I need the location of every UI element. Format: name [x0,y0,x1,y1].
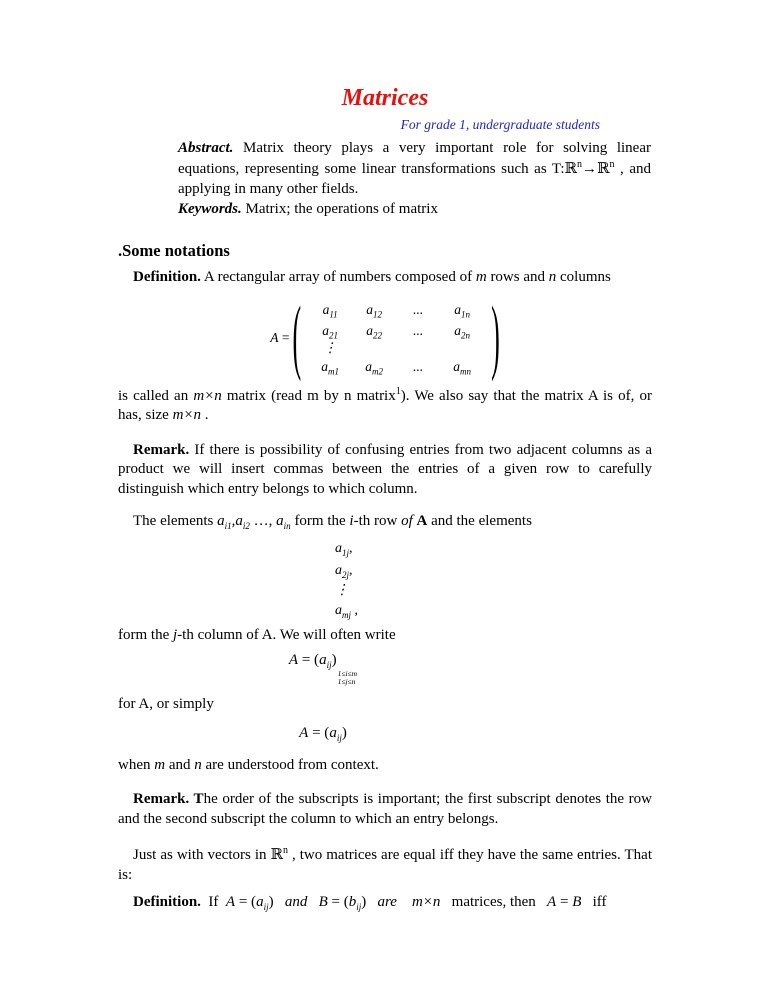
equals-open: = ( [298,652,320,668]
definition-label: Definition. [133,894,201,910]
entry-base: a [329,724,337,741]
superscript-n: n [577,159,582,170]
section-heading: .Some notations [118,241,230,260]
text-run: iff [581,894,607,910]
var-j: j [172,626,178,643]
entry-sub: 12 [373,309,382,320]
entry-sub: ij [326,660,332,670]
keywords-line [178,199,651,219]
for-a-paragraph [118,695,652,715]
simple-notation-equation [118,722,652,744]
text-run: , [351,602,358,618]
text-run: A rectangular array of numbers composed of [200,269,476,285]
close-paren: ) [361,894,367,910]
matrix-lhs [270,330,289,346]
context-paragraph [118,756,652,776]
text-run: rows and [486,269,549,285]
var-A: A [547,894,557,910]
equals-sign: = [556,894,573,910]
remark-2-paragraph [118,790,652,829]
remark-label: Remark. T [133,791,204,807]
entry-base: a [256,894,264,910]
matrix-row-vdots [308,341,484,356]
text-run: The elements [133,513,218,529]
entry-base: a [322,322,329,338]
word-are: are [377,894,397,910]
close-paren: ) [341,724,347,741]
document-subtitle: For grade 1, undergraduate students [400,117,600,132]
matrix-entry [440,341,484,356]
ellipsis: …, [249,513,277,529]
entry-sub: 11 [329,309,338,320]
vdots-symbol [335,582,652,600]
text-run [366,894,377,910]
entry-base: a [319,652,327,668]
text-run: Matrix theory plays a very important role for solving linear equations, representing some linear transformations such as T: [178,140,651,177]
matrix-entry [352,341,396,356]
entry-base: a [322,301,330,317]
text-run: , [349,562,353,578]
entry-sub: m1 [328,366,339,377]
column-paragraph [118,626,652,646]
text-run: , [231,513,236,529]
text-run: Just as with vectors in [133,847,271,863]
matrix-entry [440,320,484,341]
column-element [335,600,652,622]
matrix-row-2 [308,320,484,341]
entry-base: a [335,602,342,618]
m-by-n: m×n [411,894,441,910]
blackboard-r-symbol: ℝ [597,159,610,177]
abstract-label: Abstract. [178,140,234,156]
var-A: A [416,513,428,529]
entry-sub: 2n [461,330,470,341]
text-run: matrix (read m by n matrix [221,387,396,404]
footnote-marker: 1 [395,385,401,397]
remark-label: Remark. [133,441,190,458]
entry-sub: i2 [242,521,250,531]
var-i: i [349,513,354,529]
matrix-row-1 [308,299,484,320]
document-title: Matrices [341,85,429,111]
var-n: n [548,269,557,285]
text-run: form the [118,626,173,643]
abstract-paragraph [178,138,651,199]
entry-base: ... [413,301,424,317]
entry-base: ... [413,322,424,338]
column-element [335,538,652,560]
size-paragraph [118,387,652,426]
text-run: Matrix; the operations of matrix [241,201,438,217]
word-and: and [284,894,308,910]
text-run: is called an [118,387,194,404]
text-run: -th row [353,513,402,529]
column-elements-display [335,538,652,622]
text-run: matrices, then [440,894,548,910]
var-A: A [225,894,236,910]
entry-sub: ij [336,732,342,743]
equals-open: = ( [235,894,257,910]
left-paren: ( [292,289,302,383]
entry-base: a [365,358,372,374]
superscript-n: n [609,159,615,170]
entry-sub: ij [263,902,269,912]
entry-base: a [454,301,461,317]
text-run: -th column of A. We will often write [177,626,396,643]
text-run: and [165,756,195,773]
matrix-entry [308,299,352,320]
entry-base: a [335,562,342,578]
entry-sub: 1n [461,309,470,320]
matrix-entry [352,320,396,341]
entry-sub: mn [460,366,471,377]
matrix-row-m [308,356,484,377]
text-run: for A, or simply [118,696,214,712]
text-run: he order of the subscripts is important; the first subscript denotes the row and the second subscript the column to which an entry belongs. [118,791,652,827]
var-B: B [572,894,582,910]
matrix-entry [440,299,484,320]
matrix-entry [440,356,484,377]
matrix-entry [396,320,440,341]
matrix-entry [396,299,440,320]
entry-sub: 22 [373,330,382,341]
entry-base: ... [413,358,424,374]
entry-base: a [453,358,460,374]
matrix-definition-equation [118,289,652,383]
definition-1-paragraph [118,268,652,288]
definition-2-paragraph [118,893,652,913]
matrix-entry [352,299,396,320]
text-run [397,894,412,910]
vdots-symbol [308,341,352,356]
remark-1-paragraph [118,441,652,500]
var-B: B [318,894,328,910]
close-paren: ) [331,652,337,668]
blackboard-r-symbol: ℝ [564,159,577,177]
text-run: , [349,540,353,556]
var-A: A [270,329,279,345]
equals-open: = ( [327,894,349,910]
row-elements-paragraph [118,512,652,532]
m-by-n: m×n [193,387,222,404]
arrow-symbol: → [582,161,597,177]
text-run: when [118,756,155,773]
equals-open: = ( [308,724,330,741]
var-m: m [154,756,166,773]
text-run: form the [290,513,350,529]
vectors-paragraph [118,845,652,885]
matrix-entry [352,356,396,377]
matrix-entry [308,356,352,377]
blackboard-r-symbol: ℝ [270,845,283,863]
entry-sub: 1j [342,547,350,558]
condition-i: 1≤i≤m [337,669,358,678]
entry-sub: mj [342,609,351,620]
m-by-n: m×n [172,407,202,423]
text-run [307,894,318,910]
entry-base: b [348,894,357,910]
text-run: If [200,894,226,910]
entry-sub: i1 [224,521,232,531]
entry-base: a [335,540,342,556]
var-m: m [475,269,487,285]
matrix-entries [304,299,488,377]
equation [299,722,347,744]
entry-base: ⋮ [335,582,349,598]
entry-sub: 21 [329,330,338,341]
text-run: columns [556,269,611,285]
text-run: and the elements [427,513,532,529]
word-of: of [401,513,413,529]
entry-base: a [454,322,461,338]
entry-sub: 2j [342,569,350,580]
entry-base: a [235,513,243,529]
entry-sub: m2 [372,366,383,377]
matrix-entry [396,356,440,377]
entry-sub: ij [356,902,362,912]
document-content [118,84,652,913]
text-run: , two matrices are equal iff they have the same entries. That is: [118,847,652,883]
matrix-entry [308,320,352,341]
right-paren: ) [491,289,500,383]
entry-base: a [321,358,328,374]
close-paren: ) [268,894,274,910]
index-conditions [338,670,357,686]
var-A: A [288,652,299,668]
notation-equation-with-conditions [118,649,652,686]
entry-base: a [217,513,225,529]
text-run: ). We also say that the matrix A is of, or has, size [118,387,652,423]
entry-base: a [366,301,373,317]
condition-j: 1≤j≤n [337,677,356,686]
entry-sub: in [283,521,291,531]
var-n: n [194,756,202,773]
equals-sign: = [281,329,290,345]
entry-base: ⋮ [323,339,337,355]
entry-base: a [276,513,284,529]
text-run: . [201,407,209,423]
keywords-label: Keywords. [178,201,242,217]
text-run: are understood from context. [201,756,379,773]
superscript-n: n [282,845,288,856]
matrix-entry [396,341,440,356]
equation [289,649,357,686]
entry-base: a [366,322,373,338]
text-run: If there is possibility of confusing entries from two adjacent columns as a product we will insert commas between the entries of a given row to carefully distinguish which entry belongs to which column. [118,441,652,497]
column-element [335,560,652,582]
var-A: A [299,724,309,741]
text-run [274,894,285,910]
text-run: , and applying in many other fields. [178,161,651,197]
definition-label: Definition. [133,269,201,285]
